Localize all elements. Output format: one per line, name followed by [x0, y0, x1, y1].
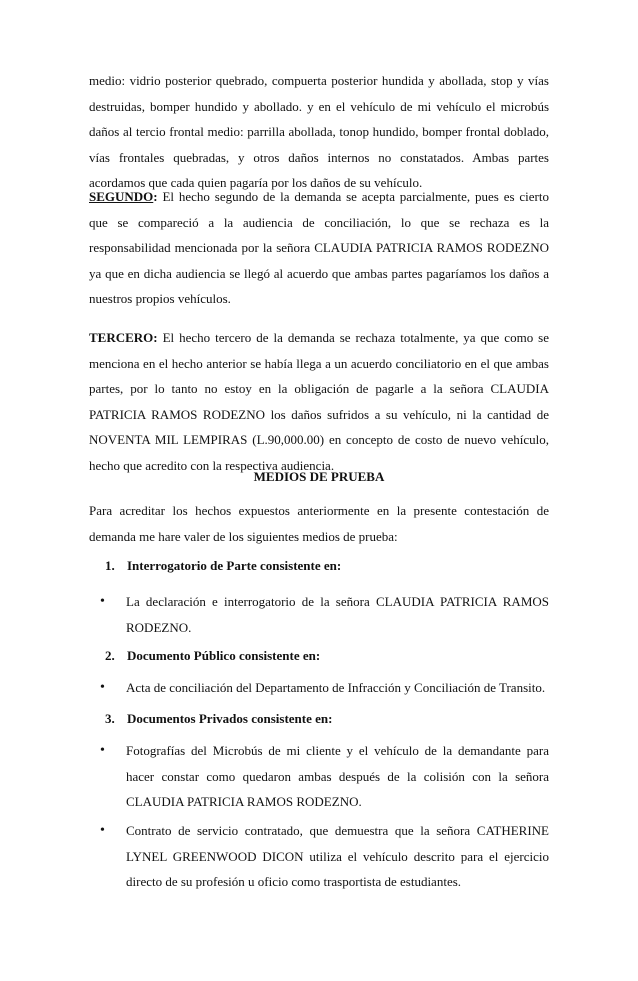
paragraph-segundo	[89, 184, 549, 312]
bullet-icon: •	[100, 743, 105, 758]
bullet-text: Fotografías del Microbús de mi cliente y el vehículo de la demandante para hacer constar como quedaron ambas después de la colisión con la señora CLAUDIA PATRICIA RAMOS RODEZNO.	[126, 743, 549, 810]
bullet-icon: •	[100, 680, 105, 695]
bullet-icon: •	[100, 823, 105, 838]
item-number: 3.	[105, 711, 115, 726]
segundo-text: El hecho segundo de la demanda se acepta parcialmente, pues es cierto que se compareció a la audiencia de conciliación, lo que se rechaza es la responsabilidad mencionada por la señora CLAUDIA PATRICIA RAMOS RODEZNO ya que en dicha audiencia se llegó al acuerdo que ambas partes pagaríamos los daños a nuestros propios vehículos.	[89, 189, 549, 307]
paragraph-medio: medio: vidrio posterior quebrado, compuerta posterior hundida y abollada, stop y vías destruidas, bomper hundido y abollado. y en el vehículo de mi vehículo el microbús daños al tercio frontal medio: parrilla abollada, tonop hundido, bomper frontal doblado, vías frontales quebradas, y otros daños internos no constatados. Ambas partes acordamos que cada quien pagaría por los daños de su vehículo.	[89, 73, 549, 191]
paragraph-intro: Para acreditar los hechos expuestos anteriormente en la presente contestación de demanda me hare valer de los siguientes medios de prueba:	[89, 503, 549, 544]
bullet-text: Contrato de servicio contratado, que demuestra que la señora CATHERINE LYNEL GREENWOOD DICON utiliza el vehículo descrito para el ejercicio directo de su profesión u oficio como trasportista de estudiantes.	[126, 823, 549, 890]
numbered-item-1	[105, 556, 545, 576]
paragraph-tercero	[89, 325, 549, 479]
bullet-text: La declaración e interrogatorio de la señora CLAUDIA PATRICIA RAMOS RODEZNO.	[126, 594, 549, 635]
tercero-label: TERCERO:	[89, 330, 158, 345]
bullet-item	[100, 818, 549, 895]
item-title: Documento Público consistente en:	[127, 648, 321, 663]
item-number: 2.	[105, 648, 115, 663]
bullet-item	[100, 589, 549, 640]
numbered-item-2	[105, 646, 545, 666]
bullet-text: Acta de conciliación del Departamento de Infracción y Conciliación de Transito.	[126, 680, 546, 695]
segundo-colon: :	[153, 189, 158, 204]
numbered-item-3	[105, 709, 545, 729]
item-number: 1.	[105, 558, 115, 573]
bullet-item	[100, 675, 549, 701]
tercero-text: El hecho tercero de la demanda se rechaza totalmente, ya que como se menciona en el hecho anterior se había llega a un acuerdo conciliatorio en el que ambas partes, por lo tanto no estoy en la obligación de pagarle a la señora CLAUDIA PATRICIA RAMOS RODEZNO los daños sufridos a su vehículo, ni la cantidad de NOVENTA MIL LEMPIRAS (L.90,000.00) en concepto de costo de nuevo vehículo, hecho que acredito con la respectiva audiencia.	[89, 330, 549, 473]
item-title: Documentos Privados consistente en:	[127, 711, 333, 726]
bullet-icon: •	[100, 594, 105, 609]
segundo-label: SEGUNDO	[89, 189, 154, 204]
item-title: Interrogatorio de Parte consistente en:	[127, 558, 342, 573]
heading-medios-de-prueba: MEDIOS DE PRUEBA	[253, 469, 385, 484]
bullet-item	[100, 738, 549, 815]
